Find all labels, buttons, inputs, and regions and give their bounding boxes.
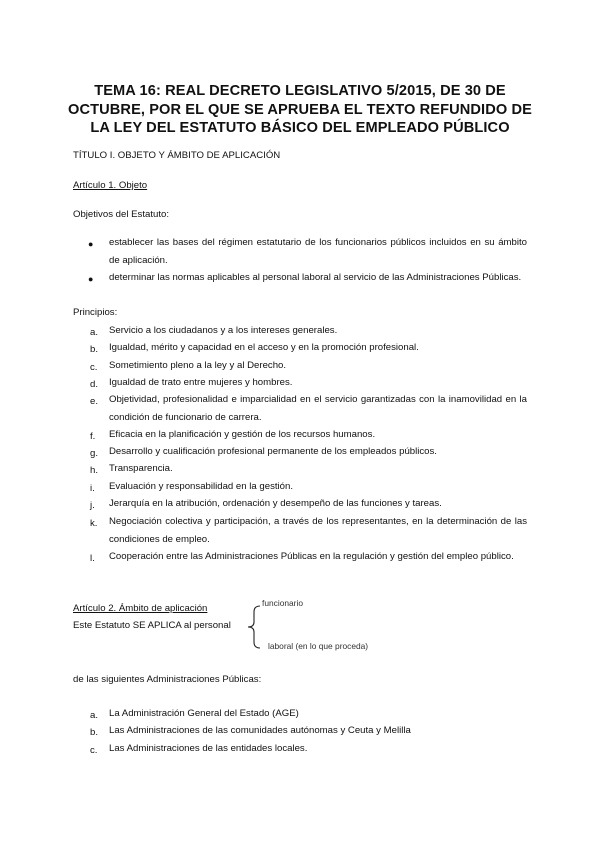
- bullet-icon: ●: [88, 239, 94, 249]
- principio-item: Objetividad, profesionalidad e imparcialidad en el servicio garantizadas con la inamovilidad en la condición de funcionario de carrera.: [109, 394, 527, 423]
- objetivo-item: establecer las bases del régimen estatutario de los funcionarios públicos incluidos en su ámbito de aplicación.: [109, 237, 527, 266]
- aplica-text: Este Estatuto SE APLICA al personal: [73, 620, 231, 631]
- document-title: TEMA 16: REAL DECRETO LEGISLATIVO 5/2015, DE 30 DE OCTUBRE, POR EL QUE SE APRUEBA EL TEXTO REFUNDIDO DE LA LEY DEL ESTATUTO BÁSICO DEL EMPLEADO PÚBLICO: [68, 83, 532, 136]
- principio-marker: e.: [90, 396, 99, 407]
- admin-item: Las Administraciones de las entidades locales.: [109, 743, 308, 754]
- admin-marker: a.: [90, 710, 99, 721]
- principio-marker: g.: [90, 448, 99, 459]
- principio-item: Igualdad de trato entre mujeres y hombres.: [109, 377, 293, 388]
- principio-item: Negociación colectiva y participación, a través de los representantes, en la determinación de las condiciones de empleo.: [109, 516, 527, 545]
- principio-marker: d.: [90, 379, 99, 390]
- principio-marker: j.: [90, 500, 95, 511]
- principio-item: Desarrollo y cualificación profesional permanente de los empleados públicos.: [109, 446, 437, 457]
- principio-item: Sometimiento pleno a la ley y al Derecho.: [109, 360, 287, 371]
- principio-item: Servicio a los ciudadanos y a los intereses generales.: [109, 325, 338, 336]
- curly-brace-icon: [244, 604, 262, 650]
- principio-item: Igualdad, mérito y capacidad en el acceso y en la promoción profesional.: [109, 342, 419, 353]
- principio-item: Transparencia.: [109, 463, 173, 474]
- objetivo-item: determinar las normas aplicables al personal laboral al servicio de las Administraciones Públicas.: [109, 272, 522, 283]
- articulo-2-heading: Artículo 2. Ámbito de aplicación: [73, 603, 208, 614]
- admin-item: La Administración General del Estado (AGE): [109, 708, 299, 719]
- objetivos-label: Objetivos del Estatuto:: [73, 209, 169, 220]
- admin-marker: c.: [90, 745, 98, 756]
- principio-item: Cooperación entre las Administraciones Públicas en la regulación y gestión del empleo público.: [109, 551, 514, 562]
- principio-item: Eficacia en la planificación y gestión de los recursos humanos.: [109, 429, 376, 440]
- bullet-icon: ●: [88, 274, 94, 284]
- principio-marker: k.: [90, 518, 98, 529]
- admin-marker: b.: [90, 727, 99, 738]
- titulo-heading: TÍTULO I. OBJETO Y ÁMBITO DE APLICACIÓN: [73, 150, 281, 161]
- brace-label-bottom: laboral (en lo que proceda): [268, 641, 369, 651]
- principio-marker: h.: [90, 465, 99, 476]
- principio-marker: l.: [90, 553, 95, 564]
- brace-label-top: funcionario: [262, 598, 303, 608]
- principio-item: Jerarquía en la atribución, ordenación y desempeño de las funciones y tareas.: [109, 498, 442, 509]
- principio-marker: i.: [90, 483, 95, 494]
- admin-label: de las siguientes Administraciones Públicas:: [73, 674, 262, 685]
- principio-marker: f.: [90, 431, 96, 442]
- principio-marker: a.: [90, 327, 99, 338]
- principio-marker: c.: [90, 362, 98, 373]
- admin-item: Las Administraciones de las comunidades autónomas y Ceuta y Melilla: [109, 725, 411, 736]
- articulo-1-heading: Artículo 1. Objeto: [73, 180, 148, 191]
- principio-item: Evaluación y responsabilidad en la gestión.: [109, 481, 294, 492]
- principio-marker: b.: [90, 344, 99, 355]
- principios-label: Principios:: [73, 307, 118, 318]
